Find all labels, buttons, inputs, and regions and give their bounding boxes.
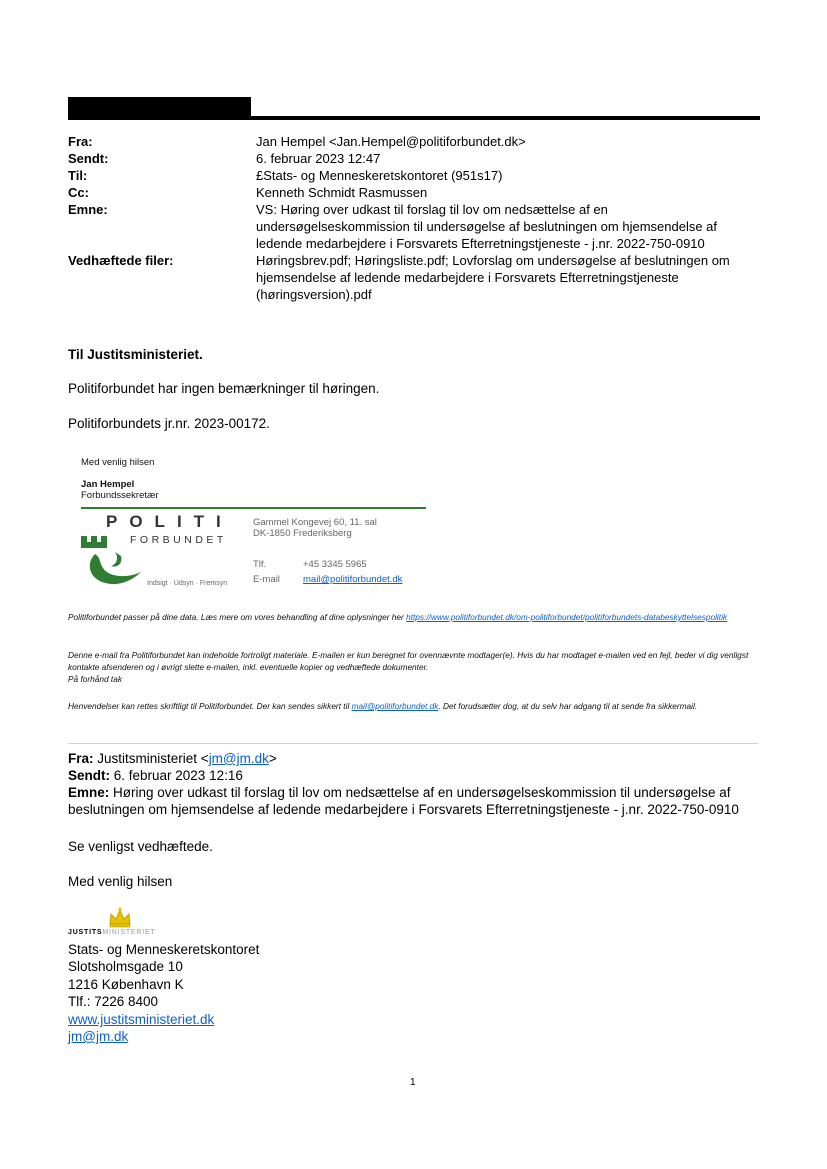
ministry-logo-word-1: JUSTITS xyxy=(68,929,103,936)
forward-separator xyxy=(68,743,758,744)
forward-subject xyxy=(68,784,768,818)
signature-phone: +45 3345 5965 xyxy=(303,559,367,570)
ministry-office: Stats- og Menneskeretskontoret xyxy=(68,942,260,957)
header-subject-row xyxy=(68,201,768,252)
confidentiality-notice xyxy=(68,649,763,685)
signature-email-link[interactable]: mail@politiforbundet.dk xyxy=(303,574,403,585)
sent-label: Sendt: xyxy=(68,151,109,166)
header-to-row xyxy=(68,167,768,184)
contact-notice xyxy=(68,700,763,712)
attachments-label: Vedhæftede filer: xyxy=(68,253,174,268)
forward-sent-label: Sendt: xyxy=(68,768,110,783)
privacy-text: Politiforbundet passer på dine data. Læs mere om vores behandling af dine oplysninger her xyxy=(68,612,407,622)
signature-name: Jan Hempel xyxy=(81,479,135,490)
forward-from-value: Justitsministeriet < xyxy=(93,751,209,766)
contact-text-after: . Det forudsætter dog, at du selv har adgang til at sende fra sikkermail. xyxy=(438,701,698,711)
signature-email-label: E-mail xyxy=(253,574,280,585)
ministry-street: Slotsholmsgade 10 xyxy=(68,959,183,974)
cc-value: Kenneth Schmidt Rasmussen xyxy=(256,185,428,200)
forward-subject-value: Høring over udkast til forslag til lov om nedsættelse af en undersøgelseskommission til undersøgelse af beslutningen om hjemsendelse af ledende medarbejdere i Forsvarets Efterretningstjeneste - j.nr. 2022-750-0910 xyxy=(68,785,739,817)
thanks-text: På forhånd tak xyxy=(68,674,122,684)
from-value: Jan Hempel <Jan.Hempel@politiforbundet.dk> xyxy=(256,134,526,149)
crown-icon xyxy=(108,906,132,928)
forward-body-2: Med venlig hilsen xyxy=(68,874,173,889)
logo-word-forbundet: FORBUNDET xyxy=(130,534,227,546)
signature-phone-label: Tlf. xyxy=(253,559,267,570)
signature-address-2: DK-1850 Frederiksberg xyxy=(253,528,352,539)
ministry-logo-text xyxy=(68,929,156,936)
subject-value: VS: Høring over udkast til forslag til lov om nedsættelse af en undersøgelseskommission til undersøgelse af beslutningen om hjemsendelse af ledende medarbejdere i Forsvarets Efterretningstjeneste - j.nr. 2022-750-0910 xyxy=(256,202,718,251)
body-line-2: Politiforbundets jr.nr. 2023-00172. xyxy=(68,416,270,431)
forward-from-label: Fra: xyxy=(68,751,94,766)
signature-regards: Med venlig hilsen xyxy=(81,457,155,468)
ministry-email-link[interactable]: jm@jm.dk xyxy=(68,1029,129,1044)
forward-sent-value: 6. februar 2023 12:16 xyxy=(110,768,243,783)
header-attachments-row xyxy=(68,252,768,303)
ministry-city: 1216 København K xyxy=(68,977,184,992)
redaction-bar xyxy=(68,97,251,117)
header-rule xyxy=(68,116,760,120)
forward-from-email-link[interactable]: jm@jm.dk xyxy=(208,751,269,766)
ministry-phone: Tlf.: 7226 8400 xyxy=(68,994,159,1009)
to-value: £Stats- og Menneskeretskontoret (951s17) xyxy=(256,168,503,183)
forward-subject-label: Emne: xyxy=(68,785,110,800)
header-from-row xyxy=(68,133,768,150)
forward-body-1: Se venligst vedhæftede. xyxy=(68,839,213,854)
page-number: 1 xyxy=(410,1077,416,1088)
signature-divider xyxy=(81,507,426,509)
forward-from xyxy=(68,750,768,767)
header-sent-row xyxy=(68,150,768,167)
sent-value: 6. februar 2023 12:47 xyxy=(256,151,381,166)
ministry-logo-word-2: MINISTERIET xyxy=(102,929,156,936)
header-cc-row xyxy=(68,184,768,201)
forward-sent xyxy=(68,767,768,784)
body-line-1: Politiforbundet har ingen bemærkninger til høringen. xyxy=(68,381,380,396)
contact-text-before: Henvendelser kan rettes skriftligt til Politiforbundet. Der kan sendes sikkert til xyxy=(68,701,352,711)
attachments-value: Høringsbrev.pdf; Høringsliste.pdf; Lovforslag om undersøgelse af beslutningen om hjemsendelse af ledende medarbejdere i Forsvarets Efterretningstjeneste (høringsversion).pdf xyxy=(256,253,730,302)
logo-tagline: Indsigt · Udsyn · Fremsyn xyxy=(147,580,228,587)
forward-from-end: > xyxy=(268,751,277,766)
email-header xyxy=(68,133,768,303)
from-label: Fra: xyxy=(68,134,93,149)
subject-label: Emne: xyxy=(68,202,108,217)
greeting: Til Justitsministeriet. xyxy=(68,347,203,362)
ministry-email-wrap xyxy=(68,1028,128,1045)
to-label: Til: xyxy=(68,168,88,183)
contact-email-link[interactable]: mail@politiforbundet.dk xyxy=(351,701,439,711)
signature-title: Forbundssekretær xyxy=(81,490,159,501)
signature-address-1: Gammel Kongevej 60, 11. sal xyxy=(253,517,377,528)
cc-label: Cc: xyxy=(68,185,89,200)
privacy-notice xyxy=(68,611,763,623)
logo-word-politi: POLITI xyxy=(106,512,233,531)
privacy-link[interactable]: https://www.politiforbundet.dk/om-politiforbundet/politiforbundets-databeskyttelsespolitik xyxy=(406,612,728,622)
confidentiality-text: Denne e-mail fra Politiforbundet kan indeholde fortroligt materiale. E-mailen er kun beregnet for ovennævnte modtager(e). Hvis du har modtaget e-mailen ved en fejl, beder vi dig venligst kontakte afsenderen og i øvrigt slette e-mailen, inkl. eventuelle kopier og vedhæftede dokumenter. xyxy=(68,650,749,672)
ministry-website-wrap xyxy=(68,1011,214,1028)
ministry-website-link[interactable]: www.justitsministeriet.dk xyxy=(68,1012,215,1027)
